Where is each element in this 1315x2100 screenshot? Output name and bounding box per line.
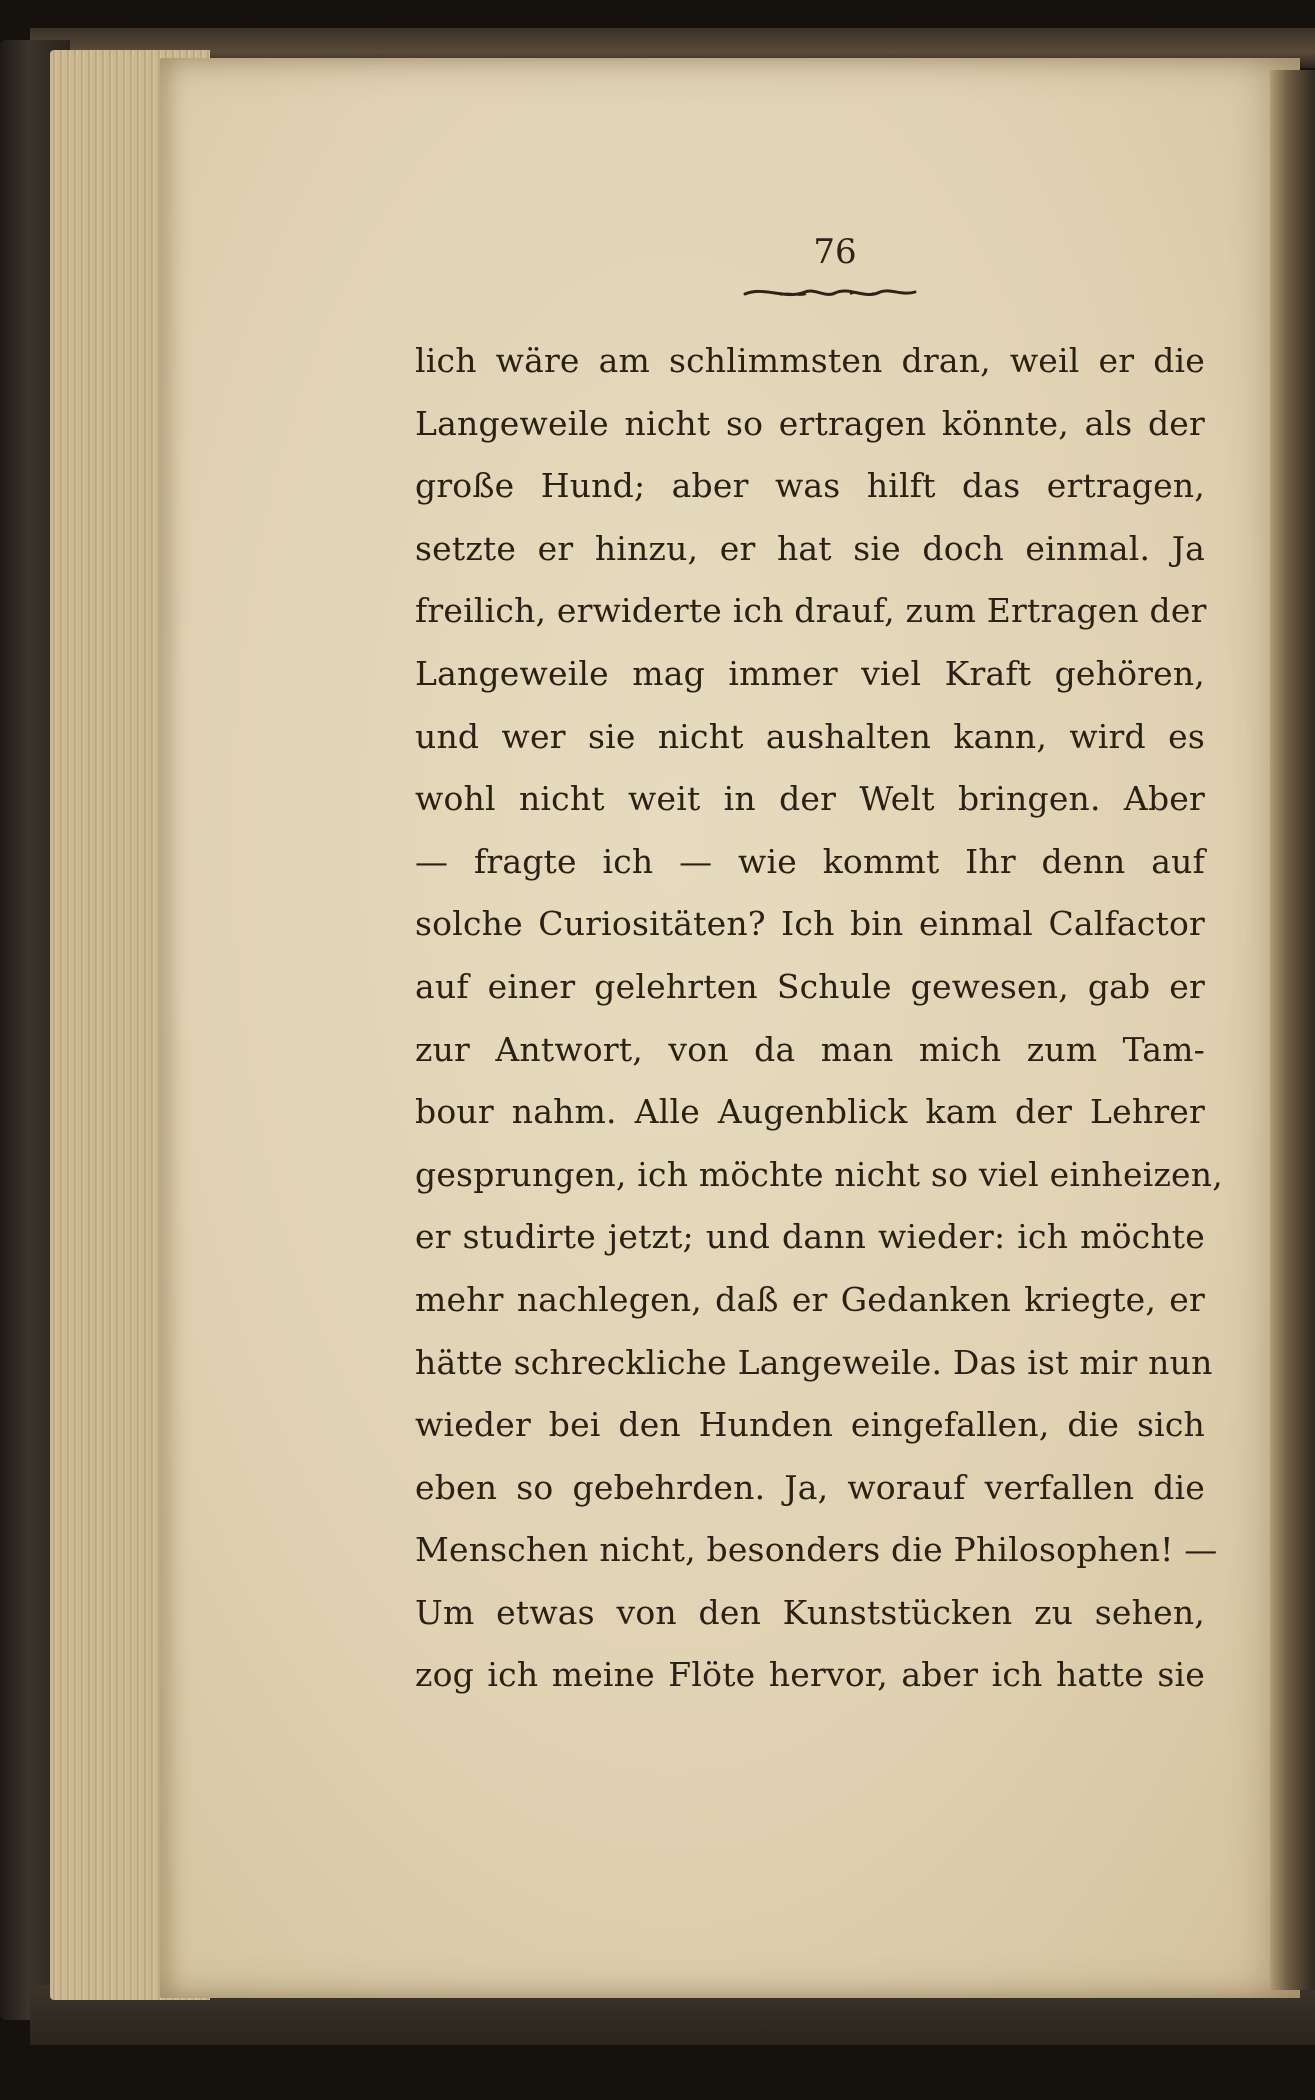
text-line: mehr nachlegen, daß er Gedanken kriegte, er	[415, 1279, 1205, 1319]
text-line: wohl nicht weit in der Welt bringen. Aber	[415, 779, 1205, 819]
text-line: lich wäre am schlimmsten dran, weil er die	[415, 341, 1205, 380]
text-line: große Hund; aber was hilft das ertragen,	[415, 466, 1205, 506]
text-line: wieder bei den Hunden eingefallen, die sich	[415, 1405, 1205, 1445]
book-gutter	[1270, 70, 1315, 1990]
text-line: bour nahm. Alle Augenblick kam der Lehrer	[415, 1092, 1205, 1132]
text-line: solche Curiositäten? Ich bin einmal Calfactor	[415, 904, 1205, 944]
text-line: Langeweile mag immer viel Kraft gehören,	[415, 653, 1205, 693]
text-line: auf einer gelehrten Schule gewesen, gab er	[415, 966, 1205, 1006]
text-line: er studirte jetzt; und dann wieder: ich möchte	[415, 1217, 1205, 1257]
text-line: Menschen nicht, besonders die Philosophen! —	[415, 1530, 1218, 1570]
text-line: Um etwas von den Kunststücken zu sehen,	[415, 1592, 1205, 1632]
text-line: eben so gebehrden. Ja, worauf verfallen die	[415, 1467, 1205, 1507]
text-line: Langeweile nicht so ertragen könnte, als der	[415, 403, 1205, 443]
text-line: und wer sie nicht aushalten kann, wird es	[415, 716, 1205, 756]
text-line: zur Antwort, von da man mich zum Tam-	[415, 1029, 1205, 1069]
page-text	[415, 330, 1223, 1707]
text-line: zog ich meine Flöte hervor, aber ich hatte sie	[415, 1655, 1205, 1695]
text-line: gesprungen, ich möchte nicht so viel einheizen,	[415, 1154, 1223, 1194]
text-line: hätte schreckliche Langeweile. Das ist mir nun	[415, 1342, 1213, 1382]
text-line: setzte er hinzu, er hat sie doch einmal. Ja	[415, 528, 1205, 568]
swirl-ornament-icon	[740, 282, 920, 304]
text-line: — fragte ich — wie kommt Ihr denn auf	[415, 841, 1205, 881]
page-number: 76	[813, 232, 857, 272]
text-line: freilich, erwiderte ich drauf, zum Ertragen der	[415, 591, 1207, 631]
